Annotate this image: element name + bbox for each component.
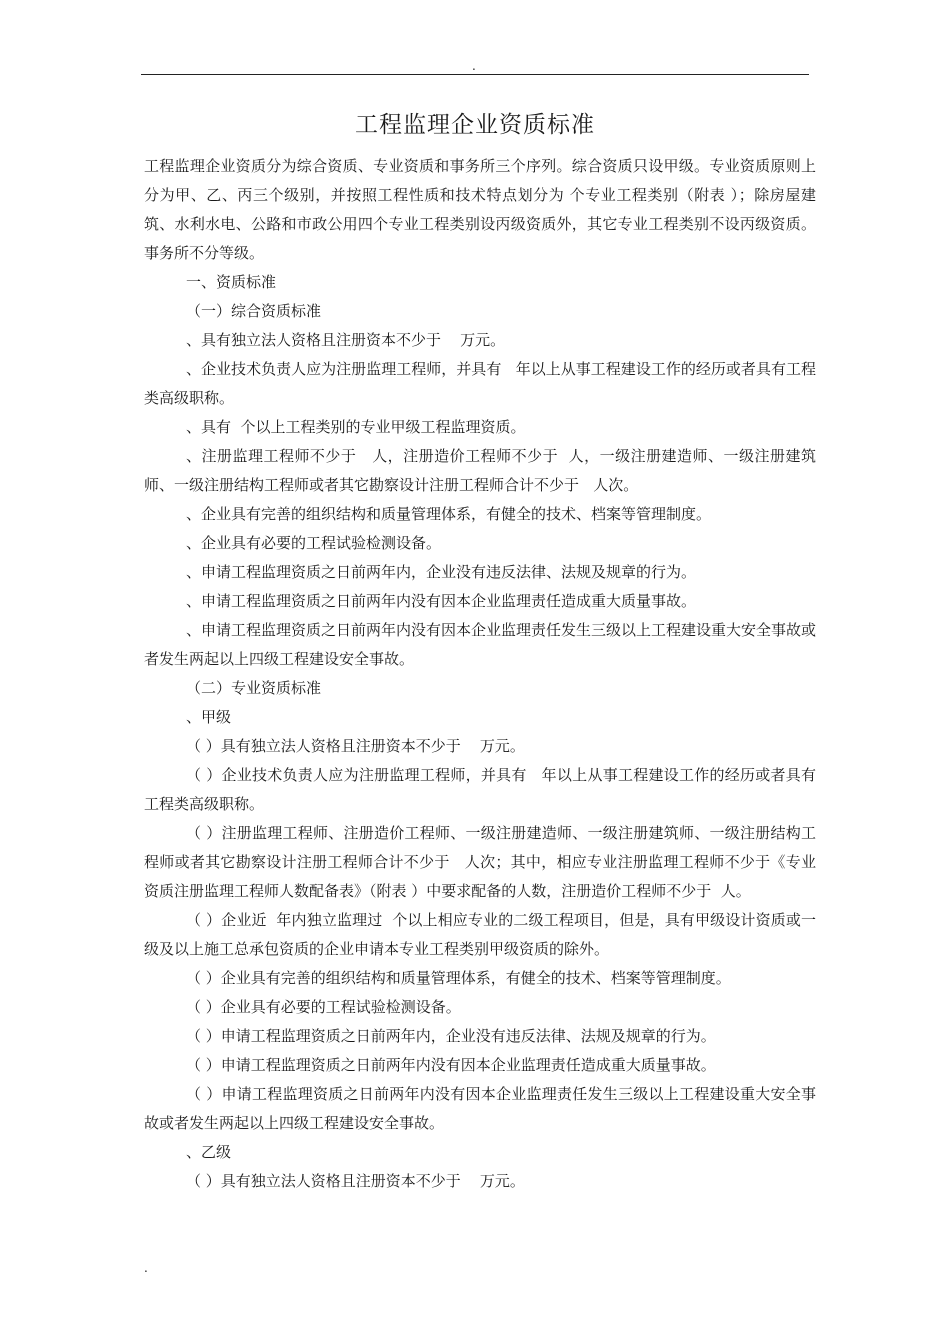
list-item: （ ）企业具有必要的工程试验检测设备。 [186, 998, 461, 1016]
list-item: （ ）注册监理工程师、注册造价工程师、一级注册建造师、一级注册建筑师、一级注册结构工程师或者其它勘察设计注册工程师合计不少于 人次；其中，相应专业注册监理工程师不少于《专业资质注册监理工程师人数配备表》（附表 ）中要求配备的人数，注册造价工程师不少于 人。 [144, 824, 816, 900]
list-item: 、注册监理工程师不少于 人，注册造价工程师不少于 人，一级注册建造师、一级注册建筑师、一级注册结构工程师或者其它勘察设计注册工程师合计不少于 人次。 [144, 447, 816, 494]
list-item: 、申请工程监理资质之日前两年内没有因本企业监理责任发生三级以上工程建设重大安全事故或者发生两起以上四级工程建设安全事故。 [144, 621, 817, 668]
list-item: （ ）具有独立法人资格且注册资本不少于 万元。 [186, 1172, 525, 1190]
header-rule [141, 74, 809, 75]
document-body [144, 152, 816, 1196]
list-item: 、申请工程监理资质之日前两年内，企业没有违反法律、法规及规章的行为。 [186, 563, 697, 581]
footer-dot: . [144, 1261, 148, 1275]
list-item: （ ）申请工程监理资质之日前两年内没有因本企业监理责任造成重大质量事故。 [186, 1056, 716, 1074]
list-item: 、企业具有完善的组织结构和质量管理体系，有健全的技术、档案等管理制度。 [186, 505, 712, 523]
section-heading-standards: 一、资质标准 [186, 273, 277, 291]
grade-heading-b: 、乙级 [186, 1143, 232, 1161]
list-item: （ ）具有独立法人资格且注册资本不少于 万元。 [186, 737, 525, 755]
subsection-heading-comprehensive: （一）综合资质标准 [186, 302, 322, 320]
list-item: （ ）企业技术负责人应为注册监理工程师，并具有 年以上从事工程建设工作的经历或者具有工程类高级职称。 [144, 766, 816, 813]
paragraph-intro: 工程监理企业资质分为综合资质、专业资质和事务所三个序列。综合资质只设甲级。专业资质原则上分为甲、乙、丙三个级别，并按照工程性质和技术特点划分为 个专业工程类别（附表 ）；除房屋建筑、水利水电、公路和市政公用四个专业工程类别设丙级资质外，其它专业工程类别不设丙级资质。事务所不分等级。 [144, 157, 816, 262]
document-title: 工程监理企业资质标准 [355, 112, 595, 138]
list-item: （ ）申请工程监理资质之日前两年内没有因本企业监理责任发生三级以上工程建设重大安全事故或者发生两起以上四级工程建设安全事故。 [144, 1085, 816, 1132]
list-item: 、企业具有必要的工程试验检测设备。 [186, 534, 442, 552]
list-item: （ ）企业具有完善的组织结构和质量管理体系，有健全的技术、档案等管理制度。 [186, 969, 731, 987]
list-item: （ ）企业近 年内独立监理过 个以上相应专业的二级工程项目，但是，具有甲级设计资质或一级及以上施工总承包资质的企业申请本专业工程类别甲级资质的除外。 [144, 911, 816, 958]
grade-heading-a: 、甲级 [186, 708, 232, 726]
list-item: 、企业技术负责人应为注册监理工程师，并具有 年以上从事工程建设工作的经历或者具有工程类高级职称。 [144, 360, 816, 407]
header-dot: . [472, 59, 476, 73]
list-item: 、申请工程监理资质之日前两年内没有因本企业监理责任造成重大质量事故。 [186, 592, 697, 610]
subsection-heading-professional: （二）专业资质标准 [186, 679, 322, 697]
list-item: 、具有独立法人资格且注册资本不少于 万元。 [186, 331, 506, 349]
list-item: （ ）申请工程监理资质之日前两年内，企业没有违反法律、法规及规章的行为。 [186, 1027, 716, 1045]
list-item: 、具有 个以上工程类别的专业甲级工程监理资质。 [186, 418, 526, 436]
